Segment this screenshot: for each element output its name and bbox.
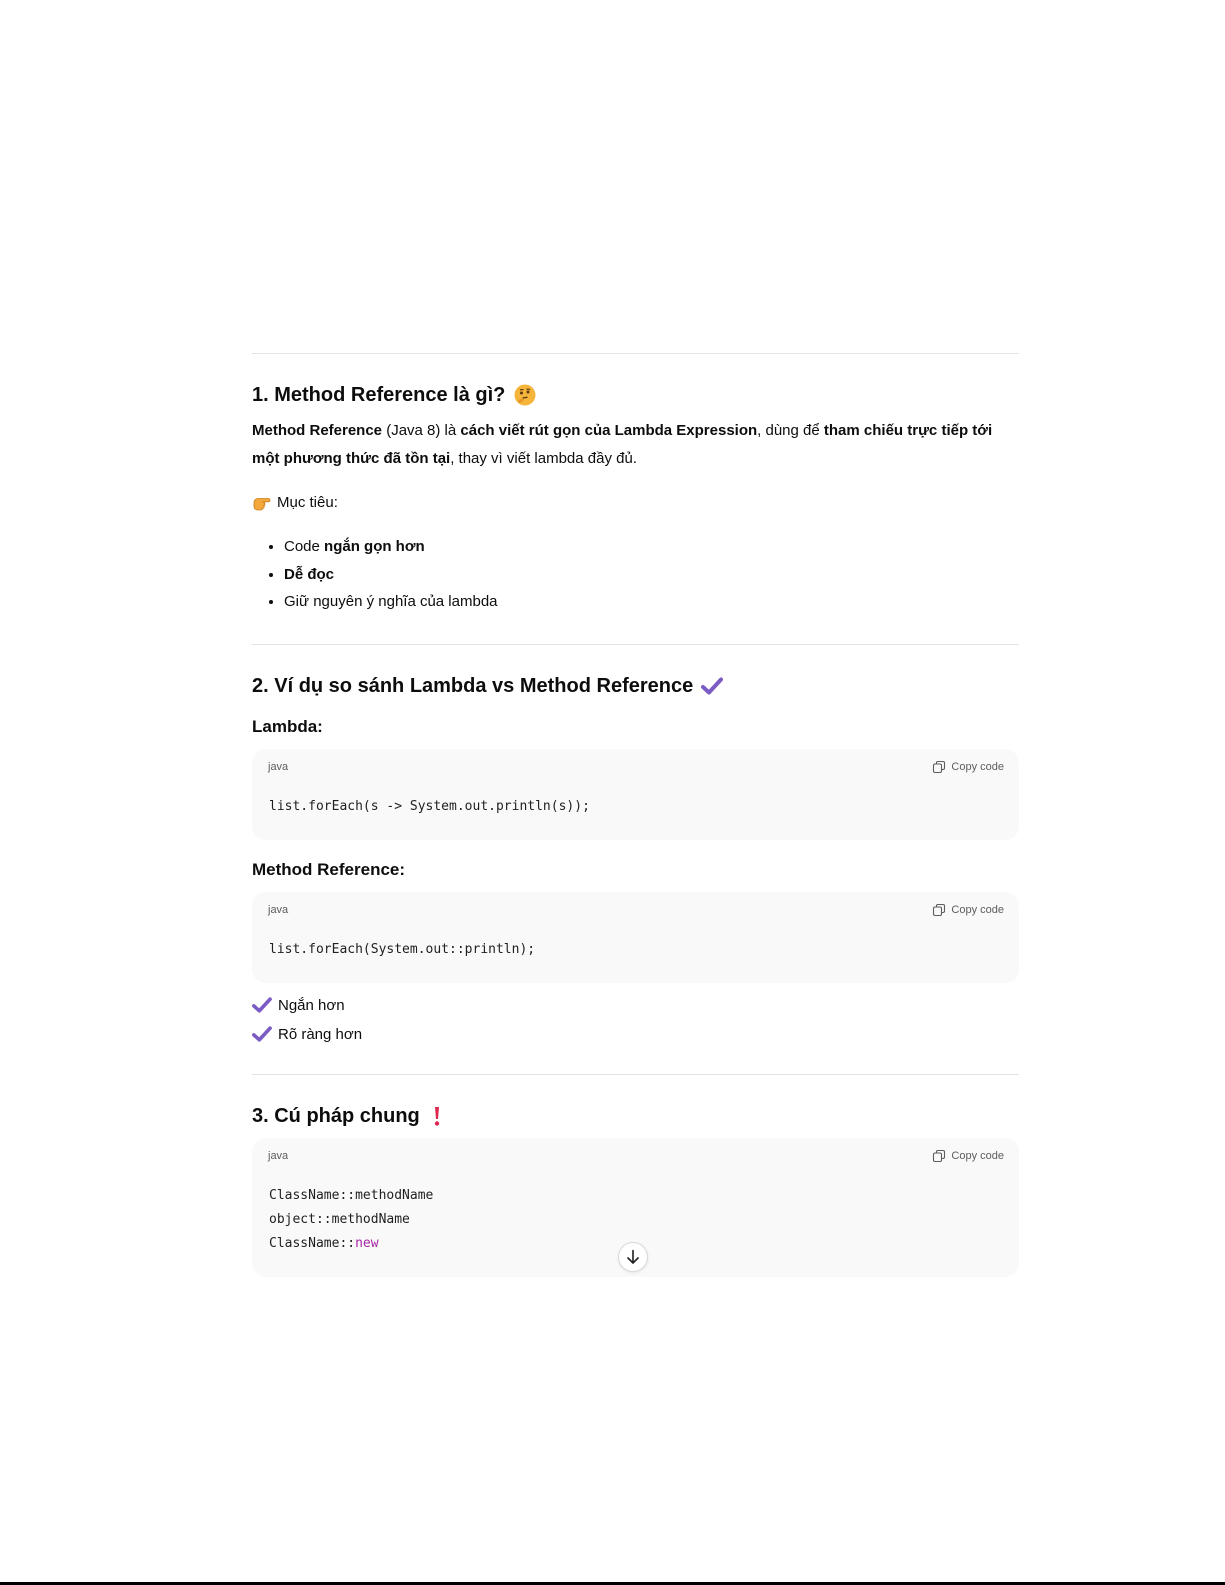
scroll-to-bottom-button[interactable] [618,1242,648,1272]
goal-label [252,489,1019,517]
pointing-hand-icon [252,494,272,512]
benefit-text: Ngắn hơn [278,996,345,1014]
code-block-method-reference [252,892,1019,983]
code-header [252,892,1019,928]
section-divider [252,1074,1019,1075]
check-mark-icon [252,996,272,1014]
code-header [252,749,1019,785]
copy-code-button[interactable] [932,760,1004,774]
copy-code-label: Copy code [951,1149,1004,1162]
section1-heading-text: 1. Method Reference là gì? [252,384,506,406]
copy-code-label: Copy code [951,760,1004,773]
list-item-emphasis: ngắn gọn hơn [324,538,425,555]
list-item [284,533,1019,561]
section-syntax [252,1102,1019,1277]
intro-term: Method Reference [252,422,383,439]
code-line: ClassName::methodName [269,1187,434,1203]
list-item-emphasis: Dễ đọc [284,565,335,583]
goals-list [252,533,1019,616]
code-text: list.forEach(s -> System.out.println(s)); [269,798,590,814]
benefit-item [252,1020,1019,1049]
list-item [284,588,1019,616]
copy-icon [932,1149,946,1163]
intro-emphasis: cách viết rút gọn của Lambda Expression [460,422,758,439]
intro-text: , dùng để [757,422,824,439]
code-line: object::methodName [269,1211,410,1227]
list-item [284,561,1019,589]
code-language-label: java [268,760,289,773]
arrow-down-icon [626,1249,640,1265]
code-block-lambda [252,749,1019,840]
code-text: list.forEach(System.out::println); [269,941,536,957]
chat-message-content [252,353,1019,1277]
code-keyword: new [355,1235,379,1251]
section2-heading [252,672,1019,700]
list-item-text: Code [284,538,325,555]
section3-heading [252,1102,1019,1130]
goal-label-text: Mục tiêu: [277,494,338,511]
exclamation-mark-icon [432,1105,442,1127]
intro-text: (Java 8) là [382,422,461,439]
copy-code-label: Copy code [951,903,1004,916]
lambda-subheading: Lambda: [252,716,323,736]
intro-emphasis: tham chiếu trực tiếp tới một phương thức đã tồn tại [252,422,993,467]
code-token: ClassName:: [269,1235,356,1251]
section-comparison [252,672,1019,1049]
copy-code-button[interactable] [932,1149,1004,1163]
section-divider [252,644,1019,645]
section-what-is [252,381,1019,616]
section3-heading-text: 3. Cú pháp chung [252,1104,420,1127]
method-reference-subheading: Method Reference: [252,859,406,879]
benefit-text: Rõ ràng hơn [278,1025,363,1043]
copy-icon [932,760,946,774]
section1-heading [252,381,1019,409]
code-language-label: java [268,903,289,916]
copy-code-button[interactable] [932,903,1004,917]
list-item-text: Giữ nguyên ý nghĩa của lambda [284,593,498,610]
benefit-item [252,991,1019,1020]
thinking-face-icon [513,383,537,407]
code-block-syntax [252,1138,1019,1277]
section-divider [252,353,1019,354]
code-language-label: java [268,1149,289,1162]
benefits-list [252,991,1019,1049]
section2-heading-text: 2. Ví dụ so sánh Lambda vs Method Reference [252,674,694,697]
check-mark-icon [701,676,723,696]
check-mark-icon [252,1025,272,1043]
copy-icon [932,903,946,917]
intro-paragraph [252,417,1019,473]
intro-text: , thay vì viết lambda đầy đủ. [450,450,637,467]
code-header [252,1138,1019,1174]
